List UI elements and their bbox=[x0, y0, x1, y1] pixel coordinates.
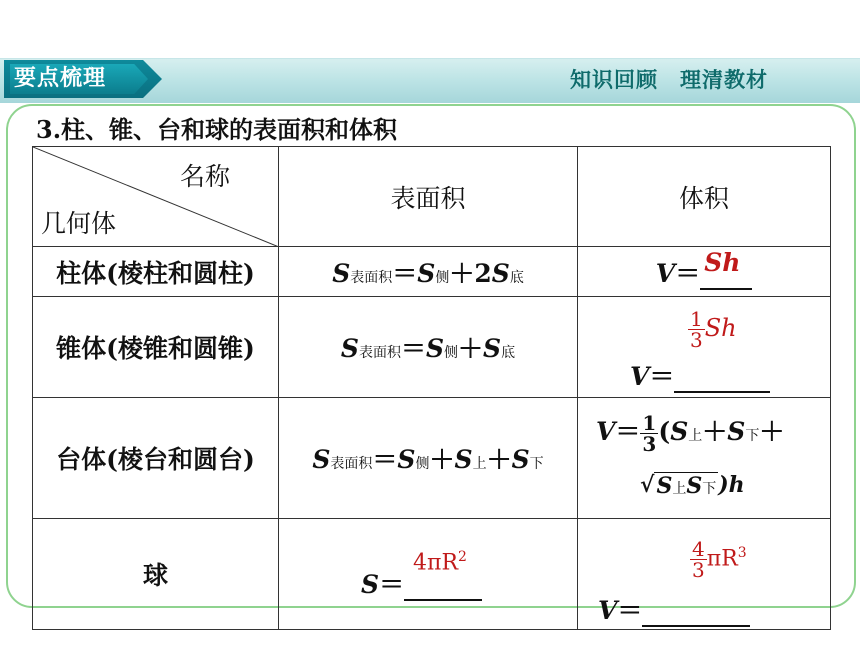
column-header-volume: 体积 bbox=[578, 147, 831, 247]
row-label-pyramid: 锥体(棱锥和圆锥) bbox=[33, 297, 279, 398]
prism-volume-formula: V＝ Sh bbox=[578, 247, 831, 297]
answer-prism-volume: Sh bbox=[704, 247, 741, 277]
row-label-sphere: 球 bbox=[33, 519, 279, 630]
table-row-prism bbox=[33, 247, 831, 297]
answer-blank bbox=[404, 577, 482, 601]
answer-blank bbox=[700, 247, 752, 290]
table-title: 3.柱、锥、台和球的表面积和体积 bbox=[36, 115, 398, 144]
table-header-row bbox=[33, 147, 831, 247]
sphere-surface-formula: S＝ $4\pi R^2$ bbox=[279, 519, 578, 630]
row-label-frustum: 台体(棱台和圆台) bbox=[33, 398, 279, 519]
corner-label-solid: 几何体 bbox=[41, 209, 117, 238]
answer-blank bbox=[642, 601, 750, 627]
pyramid-surface-formula: S表面积＝S侧＋S底 bbox=[279, 297, 578, 398]
corner-label-name: 名称 bbox=[179, 162, 230, 191]
column-header-surface: 表面积 bbox=[279, 147, 578, 247]
prism-surface-formula: S表面积＝S侧＋2S底 bbox=[279, 247, 578, 297]
corner-cell bbox=[33, 147, 279, 247]
frustum-surface-formula: S表面积＝S侧＋S上＋S下 bbox=[279, 398, 578, 519]
answer-sphere-surface: $4\pi R^2$ bbox=[413, 549, 467, 576]
pyramid-volume-formula: V＝ $\frac{1}{3}$ Sh bbox=[578, 297, 831, 398]
top-strip bbox=[0, 0, 860, 58]
frustum-volume-formula: V＝ $\frac{1}{3}$ (S上＋S下＋ √ S上S下 )h bbox=[578, 398, 831, 519]
answer-sphere-volume: $\frac{4}{3}$ $\pi R^3$ bbox=[692, 537, 747, 582]
answer-pyramid-volume: $\frac{1}{3}$ Sh bbox=[690, 307, 737, 352]
table-row-sphere bbox=[33, 519, 831, 630]
formula-table bbox=[32, 146, 831, 630]
sphere-volume-formula: V＝ $\frac{4}{3}$ $\pi R^3$ bbox=[578, 519, 831, 630]
answer-blank bbox=[674, 367, 770, 393]
table-row-pyramid bbox=[33, 297, 831, 398]
row-label-prism: 柱体(棱柱和圆柱) bbox=[33, 247, 279, 297]
header-subtitle: 知识回顾 理清教材 bbox=[570, 68, 768, 92]
section-label: 要点梳理 bbox=[14, 66, 107, 91]
table-row-frustum bbox=[33, 398, 831, 519]
